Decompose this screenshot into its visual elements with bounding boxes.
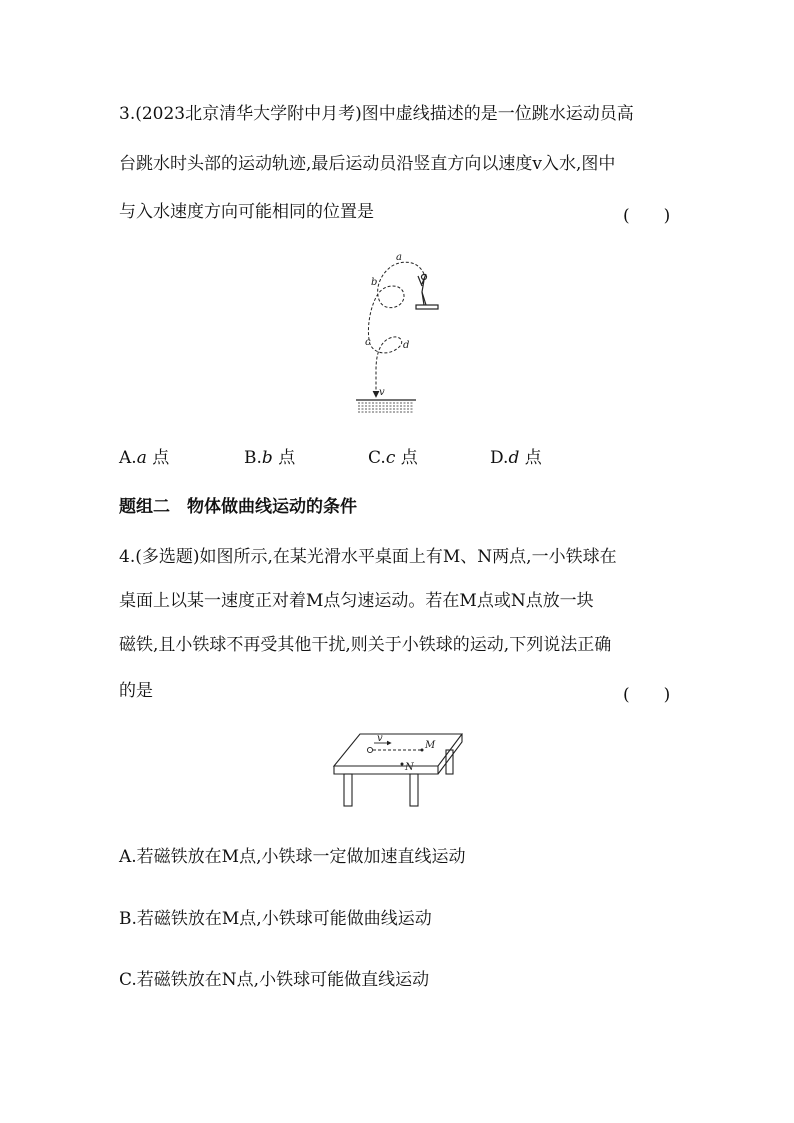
option-var: a [136,448,147,468]
diver-trajectory-figure [352,250,452,420]
label-v: v [379,387,385,398]
q4-line-1: 4.(多选题)如图所示,在某光滑水平桌面上有M、N两点,一小铁球在 [119,547,617,567]
table-figure [330,730,470,812]
q3-option-a[interactable] [119,443,169,468]
q4-option-a[interactable]: A.若磁铁放在M点,小铁球一定做加速直线运动 [119,847,466,867]
point-m [421,749,424,752]
label-b: b [371,277,378,288]
q3-option-b[interactable] [244,443,295,468]
label-n: N [405,762,414,773]
q4-line-3: 磁铁,且小铁球不再受其他干扰,则关于小铁球的运动,下列说法正确 [119,635,612,655]
label-c: c [365,337,371,348]
option-suffix: 点 [272,448,296,468]
label-d: d [403,340,410,351]
option-prefix: C. [368,448,386,468]
section-title: 题组二 物体做曲线运动的条件 [119,497,357,517]
q4-option-c[interactable]: C.若磁铁放在N点,小铁球可能做直线运动 [119,970,430,990]
option-suffix: 点 [519,448,542,468]
q3-line-3: 与入水速度方向可能相同的位置是 [119,202,374,222]
option-var: b [261,448,273,468]
q4-answer-paren: ( ) [623,685,671,705]
iron-ball [367,747,372,752]
q4-line-2: 桌面上以某一速度正对着M点匀速运动。若在M点或N点放一块 [119,591,594,611]
option-prefix: A. [119,448,137,468]
option-prefix: D. [490,448,509,468]
point-n [401,763,404,766]
velocity-arrowhead [387,741,391,745]
water-surface [356,400,416,412]
table-top [334,734,462,774]
label-m: M [425,740,436,751]
diving-platform [416,305,438,309]
diver-icon [418,274,427,305]
label-a: a [396,252,402,263]
q3-option-d[interactable] [490,443,542,468]
q3-option-c[interactable] [368,443,418,468]
table-legs [344,750,453,806]
q4-line-4: 的是 [119,681,153,701]
q4-option-b[interactable]: B.若磁铁放在M点,小铁球可能做曲线运动 [119,909,432,929]
q3-answer-paren: ( ) [623,206,671,226]
q3-line-2: 台跳水时头部的运动轨迹,最后运动员沿竖直方向以速度v入水,图中 [119,154,616,174]
q3-line-1: 3.(2023北京清华大学附中月考)图中虚线描述的是一位跳水运动员高 [119,104,634,124]
option-suffix: 点 [146,448,170,468]
option-prefix: B. [244,448,262,468]
option-var: c [385,448,396,468]
option-var: d [508,448,520,468]
label-v: v [377,733,383,744]
option-suffix: 点 [395,448,418,468]
